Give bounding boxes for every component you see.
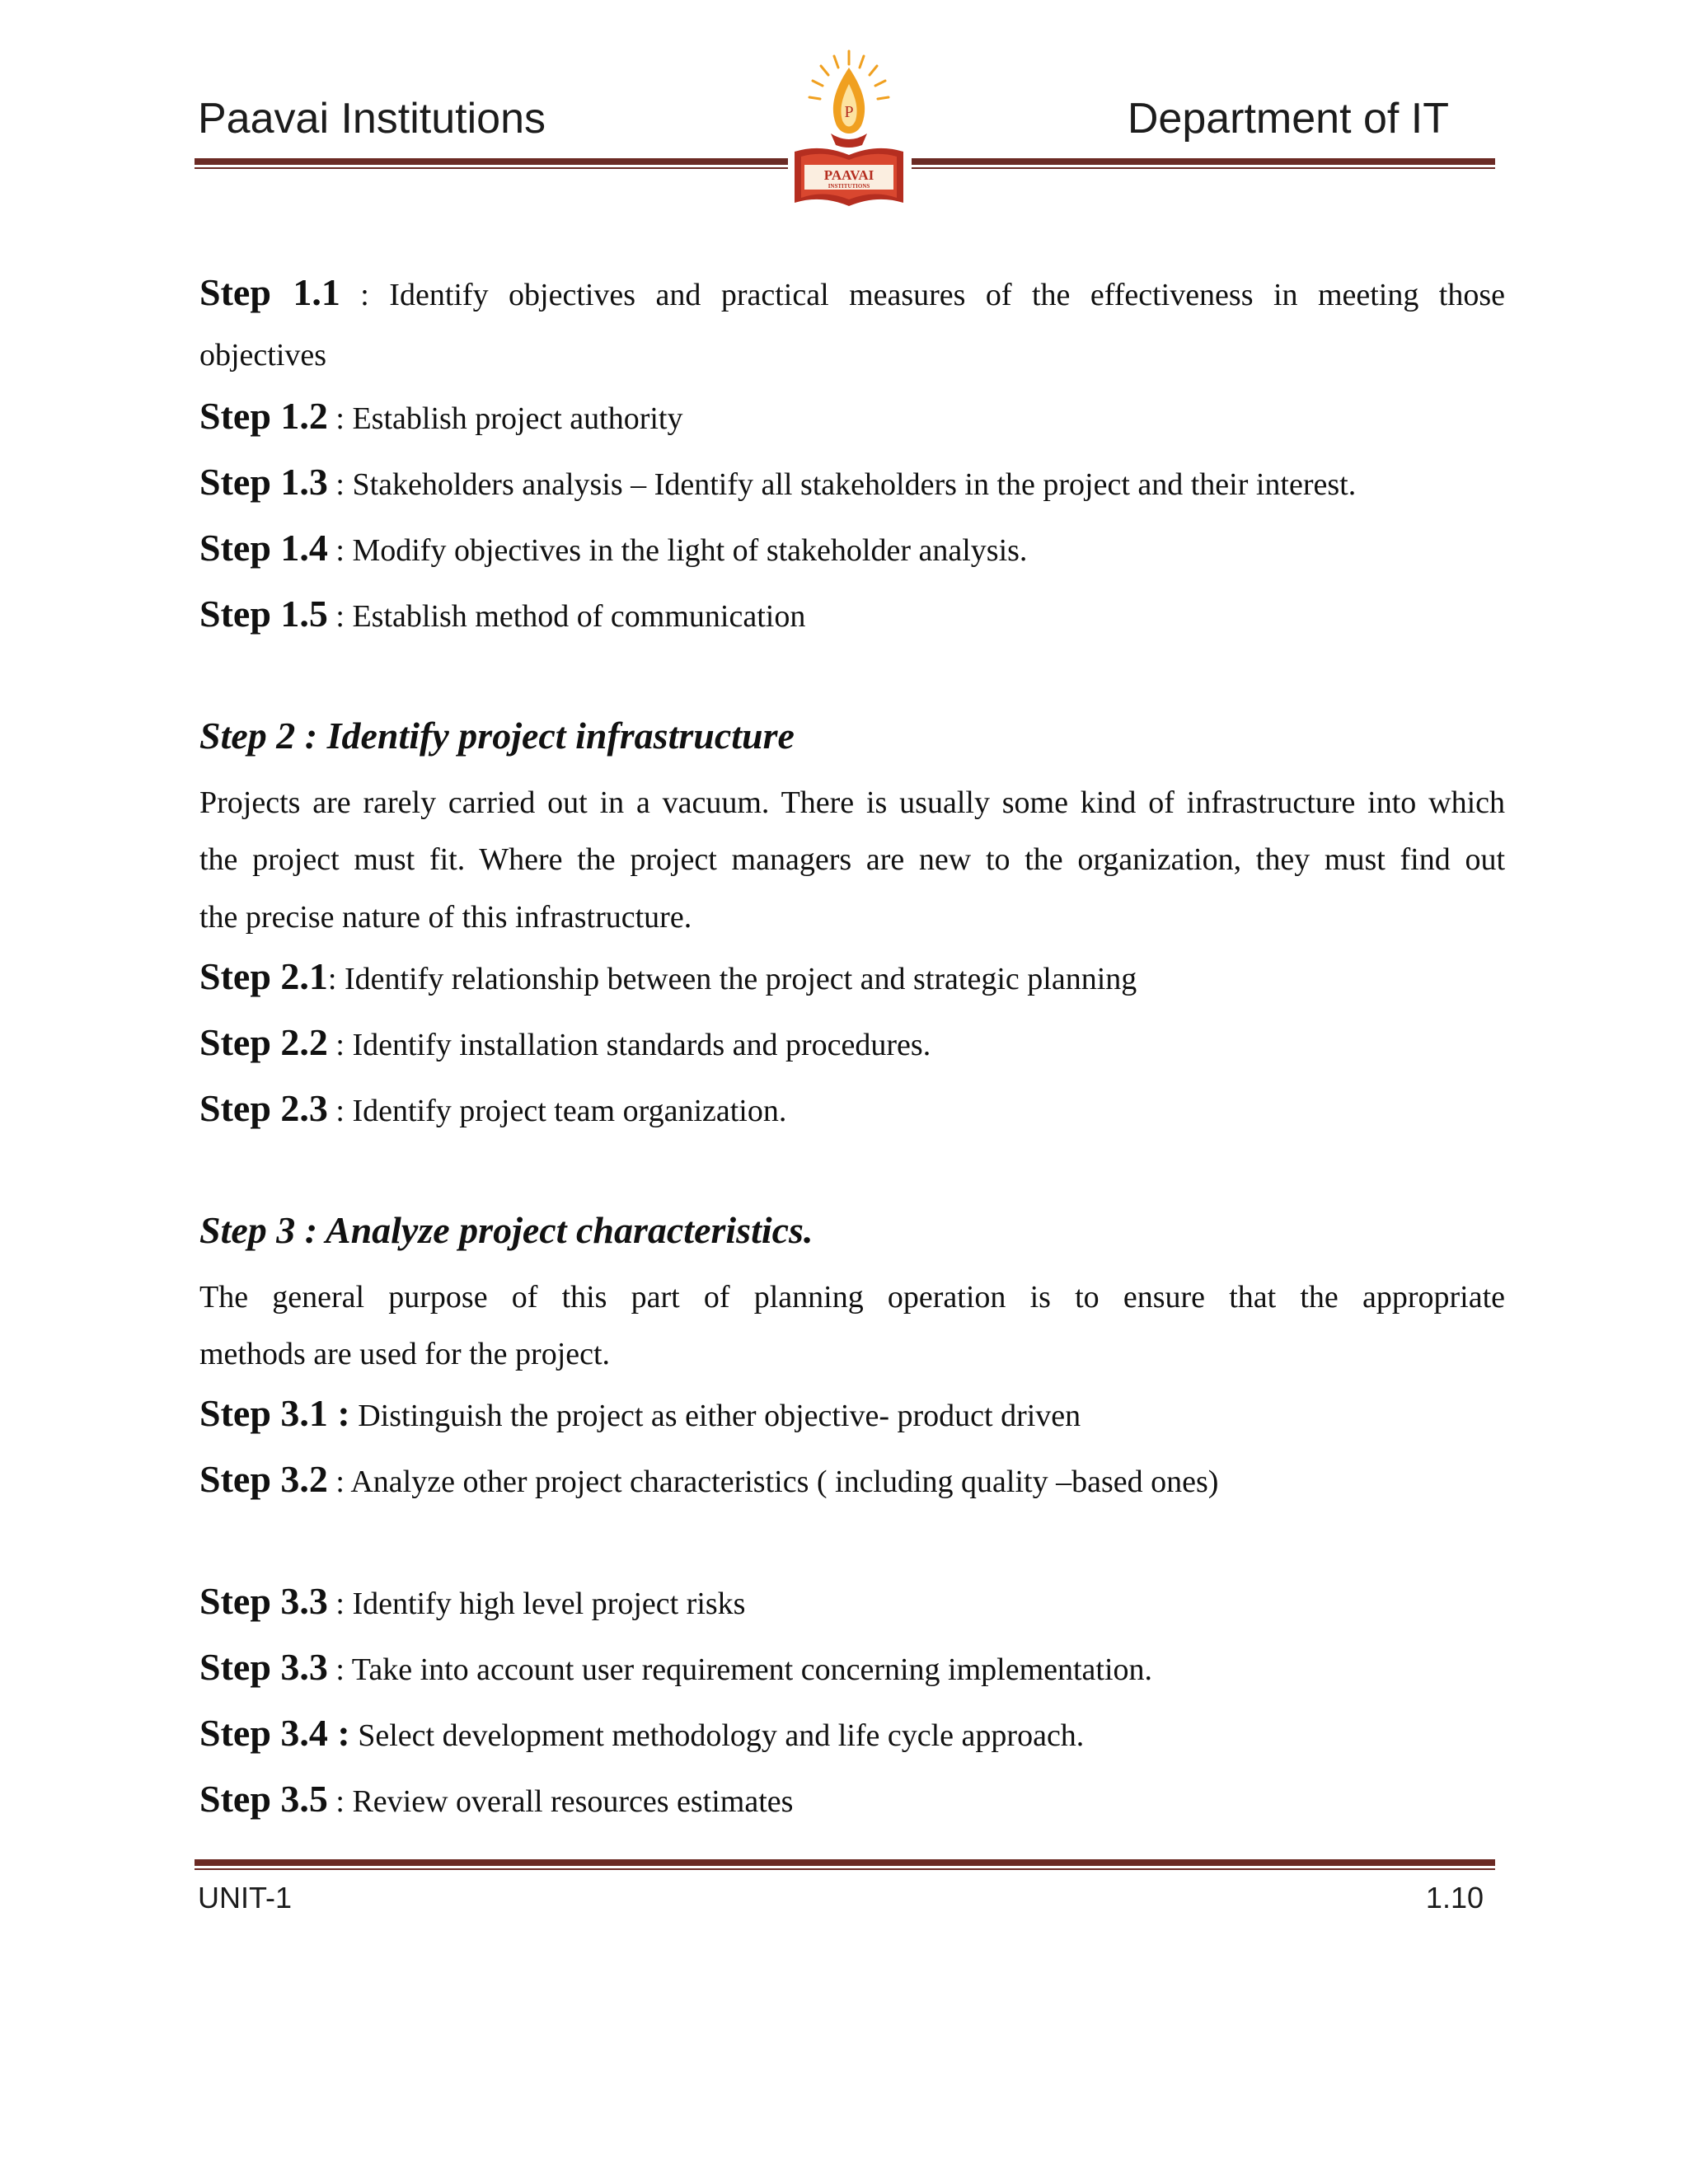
header-rule-right [912, 158, 1495, 169]
step-text: : Identify objectives and practical measures of the effectiveness in meeting those [360, 278, 1505, 312]
step-1-1-continuation: objectives [199, 338, 327, 373]
step-text: : Establish method of communication [335, 599, 806, 634]
step-label: Step 1.4 [199, 527, 328, 569]
header-rule-left [195, 158, 788, 169]
paragraph-line: the precise nature of this infrastructure. [199, 900, 692, 935]
step-label: Step 1.1 [199, 271, 340, 313]
page-number: 1.10 [1425, 1881, 1484, 1915]
step-2-3-line [199, 1087, 787, 1129]
step-3-3-line [199, 1648, 1152, 1686]
step-text: : Analyze other project characteristics ( including quality –based ones) [335, 1465, 1219, 1499]
logo-letter: P [844, 103, 854, 121]
step-text: Select development methodology and life cycle approach. [358, 1718, 1085, 1753]
paragraph-line: the project must fit. Where the project managers are new to the organization, they must find out [199, 842, 1505, 877]
step-3-2-line [199, 1460, 1218, 1498]
paragraph-line: Projects are rarely carried out in a vacuum. There is usually some kind of infrastructure into which [199, 785, 1505, 820]
step-label: Step 3.4 : [199, 1712, 350, 1754]
header-institution: Paavai Institutions [198, 95, 546, 143]
step-3-3-line [199, 1582, 745, 1620]
step-1-2-line [199, 397, 683, 435]
step-1-5-line [199, 595, 805, 633]
footer-rule [195, 1859, 1495, 1870]
step-label: Step 3.2 [199, 1458, 328, 1500]
step-text: : Review overall resources estimates [335, 1784, 794, 1819]
step-1-1-line [199, 271, 1505, 313]
step-text: : Stakeholders analysis – Identify all stakeholders in the project and their interest. [335, 467, 1357, 502]
step-1-3-line [199, 463, 1356, 501]
step-text: : Identify high level project risks [335, 1586, 746, 1621]
step-label: Step 2.2 [199, 1021, 328, 1063]
step-1-4-line [199, 529, 1027, 567]
step-label: Step 2.1 [199, 955, 328, 997]
step-label: Step 1.2 [199, 395, 328, 437]
step-label: Step 1.5 [199, 593, 328, 635]
step-text: : Take into account user requirement concerning implementation. [335, 1652, 1153, 1687]
step-text: : Identify installation standards and procedures. [335, 1028, 931, 1062]
paavai-logo [783, 48, 915, 216]
step-text: : Modify objectives in the light of stakeholder analysis. [335, 533, 1028, 568]
section-heading-step-3: Step 3 : Analyze project characteristics. [199, 1209, 814, 1251]
step-label: Step 2.3 [199, 1087, 328, 1129]
step-label: Step 1.3 [199, 461, 328, 503]
section-heading-step-2: Step 2 : Identify project infrastructure [199, 715, 795, 757]
logo-text: PAAVAI [823, 167, 874, 183]
footer-unit: UNIT-1 [198, 1881, 293, 1915]
step-text: : Identify relationship between the project and strategic planning [327, 962, 1137, 996]
step-text: : Identify project team organization. [335, 1094, 787, 1128]
step-label: Step 3.1 : [199, 1392, 350, 1434]
logo-lamp [831, 134, 867, 148]
header-department: Department of IT [1127, 95, 1449, 143]
step-2-2-line [199, 1021, 931, 1063]
step-3-5-line [199, 1780, 793, 1818]
step-label: Step 3.3 [199, 1580, 328, 1622]
step-3-1-line [199, 1394, 1081, 1432]
paragraph-line: The general purpose of this part of planning operation is to ensure that the appropriate [199, 1280, 1505, 1315]
logo-subtext: INSTITUTIONS [828, 183, 870, 190]
step-3-4-line [199, 1714, 1084, 1752]
step-text: Distinguish the project as either objective- product driven [358, 1399, 1081, 1433]
step-label: Step 3.3 [199, 1646, 328, 1688]
paragraph-line: methods are used for the project. [199, 1337, 611, 1371]
step-label: Step 3.5 [199, 1778, 328, 1820]
step-2-1-line [199, 955, 1137, 997]
step-text: : Establish project authority [335, 401, 683, 436]
